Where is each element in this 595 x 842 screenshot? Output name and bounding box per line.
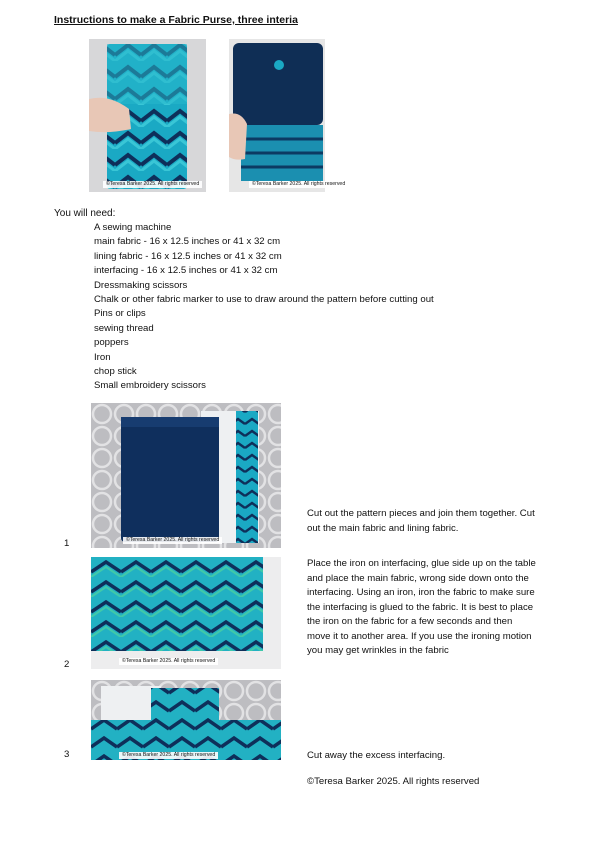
closed-purse-illustration xyxy=(89,39,206,192)
list-item: Dressmaking scissors xyxy=(94,279,188,291)
step-number: 3 xyxy=(64,749,70,760)
photo-closed-purse xyxy=(89,39,206,192)
list-item: A sewing machine xyxy=(94,222,172,233)
trimmed-interfacing-illustration xyxy=(91,680,281,760)
photo-caption: ©Teresa Barker 2025. All rights reserved xyxy=(123,537,222,544)
step-3-text: Cut away the excess interfacing. xyxy=(307,750,446,761)
photo-caption: ©Teresa Barker 2025. All rights reserved xyxy=(103,181,202,188)
fabric-on-interfacing-illustration xyxy=(91,557,281,669)
you-will-need-heading: You will need: xyxy=(54,208,116,219)
photo-step-2 xyxy=(91,557,281,669)
list-item: lining fabric - 16 x 12.5 inches or 41 x 32 cm xyxy=(94,250,282,262)
open-purse-illustration xyxy=(229,39,325,192)
photo-step-1 xyxy=(91,403,281,548)
list-item: Small embroidery scissors xyxy=(94,380,206,392)
photo-open-purse xyxy=(229,39,346,192)
list-item: Chalk or other fabric marker to use to draw around the pattern before cutting out xyxy=(94,294,434,306)
list-item: sewing thread xyxy=(94,322,154,334)
list-item: poppers xyxy=(94,337,129,349)
photo-caption: ©Teresa Barker 2025. All rights reserved xyxy=(249,181,348,188)
step-1-text: Cut out the pattern pieces and join them together. Cut out the main fabric and lining fabric. xyxy=(307,508,535,534)
list-item: interfacing - 16 x 12.5 inches or 41 x 32 cm xyxy=(94,265,278,277)
fabric-pieces-illustration xyxy=(91,403,281,548)
photo-step-3 xyxy=(91,680,281,760)
page-title: Instructions to make a Fabric Purse, three interia xyxy=(54,14,298,26)
materials-list xyxy=(94,221,434,394)
list-item: Iron xyxy=(94,351,111,363)
step-number: 2 xyxy=(64,659,70,670)
step-number: 1 xyxy=(64,538,70,549)
list-item: chop stick xyxy=(94,366,137,378)
photo-caption: ©Teresa Barker 2025. All rights reserved xyxy=(119,752,218,759)
list-item: Pins or clips xyxy=(94,308,146,320)
photo-caption: ©Teresa Barker 2025. All rights reserved xyxy=(119,658,218,665)
footer-copyright: ©Teresa Barker 2025. All rights reserved xyxy=(307,776,480,787)
step-2-text: Place the iron on interfacing, glue side up on the table and place the main fabric, wrong side down onto the interfacing. Using an iron, iron the fabric to make sure the interfacing is glued to the fabric. It is best to place the iron on the fabric for a few seconds and then move it to another area. If you use the ironing motion you may get wrinkles in the fabric xyxy=(307,558,536,656)
list-item: main fabric - 16 x 12.5 inches or 41 x 32 cm xyxy=(94,236,281,248)
